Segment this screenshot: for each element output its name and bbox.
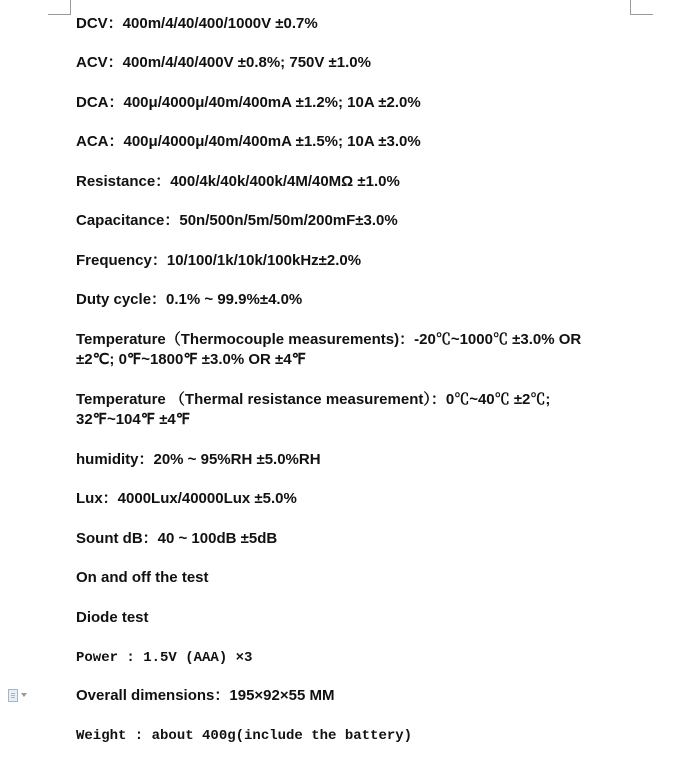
spec-diode-test: Diode test	[76, 609, 149, 626]
spec-sound-db: Sount dB：40 ~ 100dB ±5dB	[76, 530, 278, 547]
spec-temperature-thermocouple: Temperature（Thermocouple measurements)：-20℃~1000℃ ±3.0% OR ±2℃; 0℉~1800℉ ±3.0% OR ±4℉	[76, 331, 582, 368]
document-icon	[8, 689, 18, 702]
paste-options-button[interactable]	[8, 686, 36, 704]
chevron-down-icon	[21, 693, 27, 697]
page-corner-mark-left	[48, 0, 71, 15]
spec-duty-cycle: Duty cycle：0.1% ~ 99.9%±4.0%	[76, 291, 303, 308]
spec-power: Power : 1.5V (AAA) ×3	[76, 650, 253, 666]
spec-lux: Lux：4000Lux/40000Lux ±5.0%	[76, 490, 297, 507]
page-corner-mark-right	[630, 0, 653, 15]
spec-aca: ACA：400μ/4000μ/40m/400mA ±1.5%; 10A ±3.0%	[76, 133, 421, 150]
spec-acv: ACV：400m/4/40/400V ±0.8%; 750V ±1.0%	[76, 54, 371, 71]
spec-dca: DCA：400μ/4000μ/40m/400mA ±1.2%; 10A ±2.0%	[76, 94, 421, 111]
spec-humidity: humidity：20% ~ 95%RH ±5.0%RH	[76, 451, 321, 468]
spec-capacitance: Capacitance：50n/500n/5m/50m/200mF±3.0%	[76, 212, 398, 229]
spec-weight: Weight : about 400g(include the battery)	[76, 728, 413, 744]
spec-dcv: DCV：400m/4/40/400/1000V ±0.7%	[76, 15, 318, 32]
spec-temperature-thermal-resistance: Temperature （Thermal resistance measurement）：0℃~40℃ ±2℃; 32℉~104℉ ±4℉	[76, 391, 551, 428]
spec-dimensions: Overall dimensions：195×92×55 MM	[76, 687, 335, 704]
spec-continuity-test: On and off the test	[76, 569, 209, 586]
spec-resistance: Resistance：400/4k/40k/400k/4M/40MΩ ±1.0%	[76, 173, 400, 190]
spec-frequency: Frequency：10/100/1k/10k/100kHz±2.0%	[76, 252, 362, 269]
